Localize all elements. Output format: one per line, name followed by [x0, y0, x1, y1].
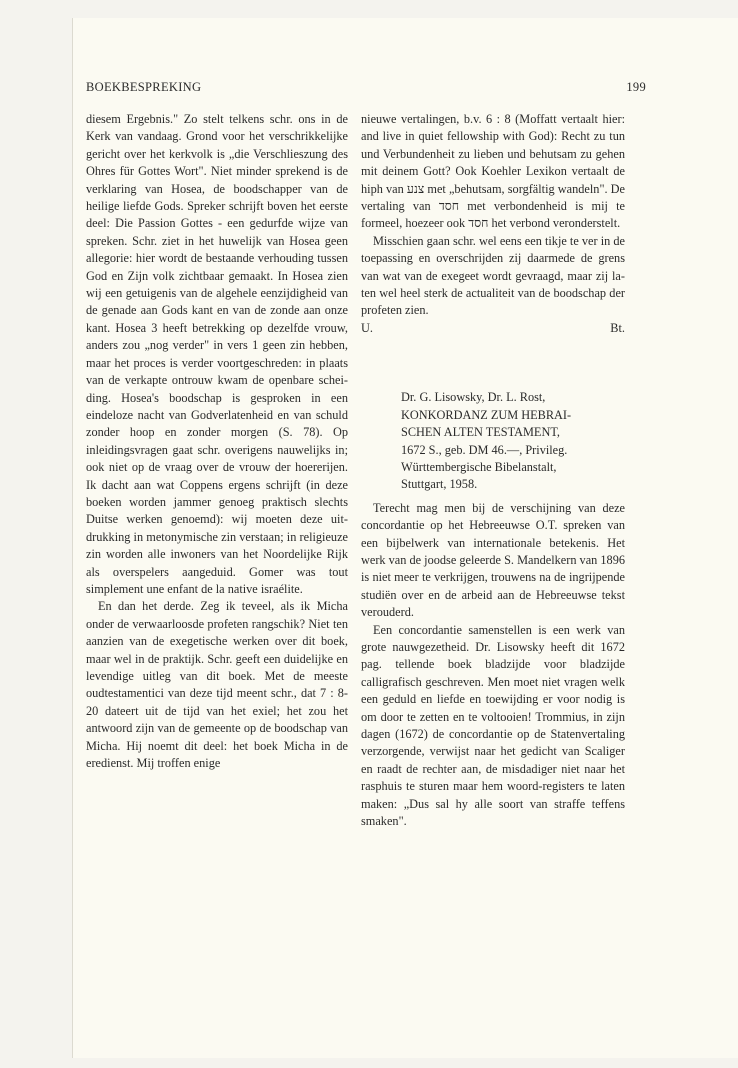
signature-initial-right: Bt.: [610, 320, 625, 335]
biblio-line: Dr. G. Lisowsky, Dr. L. Rost,: [401, 390, 546, 405]
biblio-line: 1672 S., geb. DM 46.—, Privileg.: [401, 442, 568, 457]
right-column: [361, 111, 625, 830]
running-title: BOEKBESPREKING: [86, 80, 202, 94]
page-number: 199: [626, 80, 646, 94]
running-header: [86, 80, 646, 100]
signature-initial-left: U.: [361, 320, 373, 335]
biblio-line: SCHEN ALTEN TESTAMENT,: [401, 425, 560, 440]
left-column: [86, 111, 348, 772]
bibliographic-entry: [401, 389, 625, 493]
paragraph: En dan het derde. Zeg ik teveel, als ik Micha onder de verwaarloosde profeten rangschik? Niet ten aanzien van de exegetische werken over dit boek, maar wel in de praktijk. Schr. geeft een duidelijke en levendige uitleg van dit boek. Met de meeste oudtestamentici van deze tijd meent schr., dat 7 : 8-20 dateert uit de tijd van het exiel; het zou het antwoord zijn van de gemeente op de boodschap van Micha. Hij noemt dit deel: het boek Micha in de eredienst. Mij troffen enige: [86, 599, 348, 771]
review-signature: [361, 320, 625, 337]
biblio-line: KONKORDANZ ZUM HEBRAI-: [401, 407, 572, 422]
paragraph: Terecht mag men bij de verschijning van deze concordantie op het Hebreeuwse O.T. spreken van een bijbelwerk van internationale betekenis. Het werk van de joodse geleerde S. Mandelkern van 1896 is niet meer te verkrijgen, trouwens na de ingrijpende studiën over en de arbeid aan de Hebreeuwse tekst verouderd.: [361, 500, 625, 620]
paragraph: Een concordantie samenstellen is een werk van grote nauwgezetheid. Dr. Lisowsky heeft dit 1672 pag. tellende boek bladzijde voor bladzijde calligrafisch geschreven. Men moet niet vragen welk een geduld en liefde en toewijding er voor nodig is om door te zetten en te voltooien! Trommius, in zijn dagen (1672) de concordantie op de Statenvertaling verzorgende, verwijst naar het gedicht van Scaliger en raadt de rechter aan, de misdadiger niet naar het rasphuis te sturen maar hem woord-registers te laten maken: „Dus sal hy alle soort van straffe teffens smaken".: [361, 622, 625, 829]
paragraph: Misschien gaan schr. wel eens een tikje te ver in de toepassing en overschrijden zij daarmede de grens van wat van de exegeet wordt gevraagd, maar zij laten wel heel sterk de actualiteit van de boodschap der profeten zien.: [361, 233, 625, 318]
biblio-line: Stuttgart, 1958.: [401, 477, 478, 492]
paragraph: nieuwe vertalingen, b.v. 6 : 8 (Moffatt vertaalt hier: and live in quiet fellowship with God): Recht zu tun und Verbundenheit zu lieben und behutsam zu gehen mit deinem Gott? Ook Koehler Lexikon vertaalt de hiph van צנע met „behutsam, sorgfältig wandeln". De vertaling van חסד met verbondenheid is mij te formeel, hoezeer ook חסד het verbond veronderstelt.: [361, 112, 626, 231]
paragraph: diesem Ergebnis." Zo stelt telkens schr. ons in de Kerk van vandaag. Grond voor het verschrikkelijke gericht over het kerkvolk is „die Verschlieszung des Ohres für Gottes Wort". Niet minder sprekend is de verklaring van Hosea, de boodschapper van de heilige liefde Gods. Spreker schrijft boven het eerste deel: Die Passion Gottes - een gedurfde wijze van spreken. Schr. ziet in het huwelijk van Hosea geen allegorie: hier wordt de bestaande verhouding tussen God en Zijn volk zichtbaar gemaakt. In Hosea zien wij een getuigenis van de algehele eenzijdigheid van de genade aan Gods kant en van de zonde aan onze kant. Hosea 3 heeft betrekking op dezelfde vrouw, anders zou „nog verder" in vers 1 geen zin hebben, maar het proces is verder voortgeschreden: in plaats van de verkapte ontrouw kwam de openbare scheiding. Hosea's boodschap is gesproken in een eindeloze nacht van Godverlatenheid en van schuld zonder hoop en zonder morgen (S. 78). Op inleidingsvragen gaat schr. overigens nauwelijks in; ook niet op de vraag over de vrouw der hoererijen. Ik dacht aan wat Coppens ergens schrijft (in deze boeken worden jammer genoeg praktisch slechts Duitse werken genoemd): wij moeten deze uitdrukking in metonymische zin verstaan; in religieuze zin worden alle inwoners van het Noordelijke Rijk als overspelers aangeduid. Gomer was tout simplement une enfant de la native israélite.: [86, 112, 348, 596]
biblio-line: Württembergische Bibelanstalt,: [401, 459, 557, 474]
